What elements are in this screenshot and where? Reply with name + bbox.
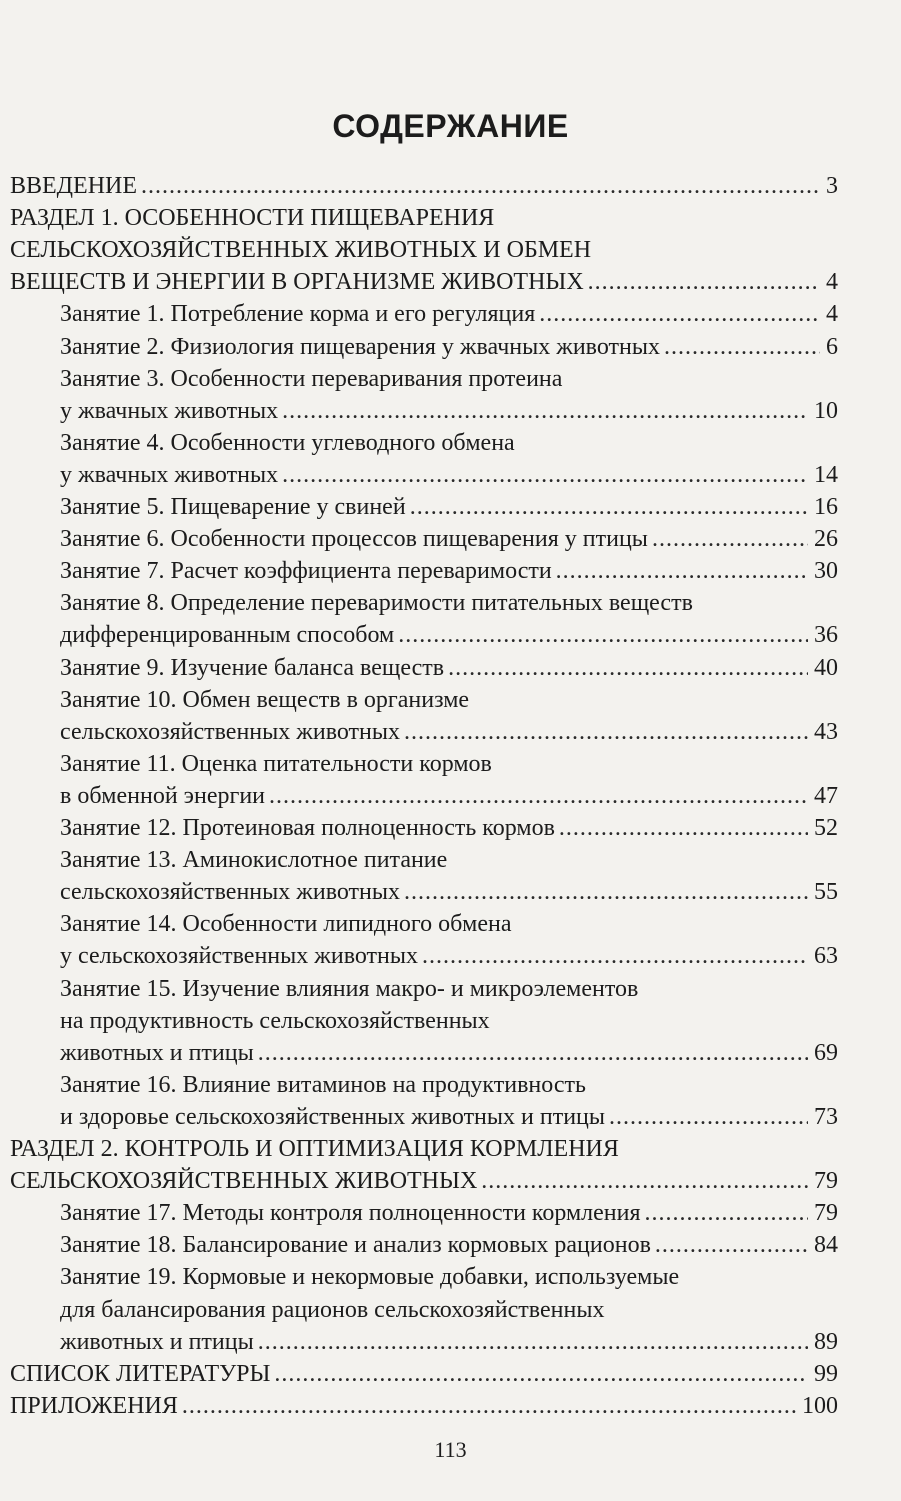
toc-page-number: 14 bbox=[814, 461, 838, 488]
toc-page-number: 43 bbox=[814, 718, 838, 745]
toc-line-content bbox=[60, 619, 838, 651]
toc-entry-line bbox=[0, 1261, 901, 1293]
toc-entry-title: Занятие 8. Определение переваримости питательных веществ bbox=[60, 590, 693, 617]
toc-page-number: 4 bbox=[826, 269, 838, 296]
toc-line-content bbox=[60, 1229, 838, 1261]
toc-dot-leader bbox=[258, 1326, 808, 1358]
toc-line-content bbox=[10, 1358, 838, 1390]
toc-entry-line bbox=[0, 684, 901, 716]
toc-page-number: 36 bbox=[814, 622, 838, 649]
page-number: 113 bbox=[434, 1437, 467, 1462]
toc-entry-title: СПИСОК ЛИТЕРАТУРЫ bbox=[10, 1360, 271, 1387]
toc-entry-line bbox=[0, 1294, 901, 1326]
toc-dot-leader bbox=[448, 652, 808, 684]
toc-line-content bbox=[60, 1101, 838, 1133]
toc-line-content bbox=[60, 331, 838, 363]
toc-dot-leader bbox=[269, 780, 808, 812]
toc-entry-line bbox=[0, 1197, 901, 1229]
toc-dot-leader bbox=[141, 170, 820, 202]
toc-entry-line bbox=[0, 652, 901, 684]
toc-entry-line bbox=[0, 1133, 901, 1165]
toc-entry-line bbox=[0, 1229, 901, 1261]
toc-entry-title: ВЕЩЕСТВ И ЭНЕРГИИ В ОРГАНИЗМЕ ЖИВОТНЫХ bbox=[10, 269, 584, 296]
toc-page-number: 47 bbox=[814, 782, 838, 809]
toc-entry-line bbox=[0, 395, 901, 427]
toc-line-content bbox=[60, 908, 511, 940]
toc-line-content bbox=[60, 716, 838, 748]
toc-entry-line bbox=[0, 716, 901, 748]
toc-line-content bbox=[60, 1069, 586, 1101]
toc-line-content bbox=[10, 1390, 838, 1422]
toc-entry-line bbox=[0, 1165, 901, 1197]
toc-dot-leader bbox=[588, 266, 820, 298]
toc-page-number: 16 bbox=[814, 494, 838, 520]
toc-line-content bbox=[60, 395, 838, 427]
toc-line-content bbox=[60, 555, 838, 587]
toc-dot-leader bbox=[282, 459, 808, 491]
toc-line-content bbox=[60, 523, 838, 555]
toc-entry-line bbox=[0, 1358, 901, 1390]
toc-entry-line bbox=[0, 1390, 901, 1422]
toc-entry-title: Занятие 7. Расчет коэффициента переваримости bbox=[60, 558, 552, 585]
toc-entry-line bbox=[0, 331, 901, 363]
toc-line-content bbox=[10, 1133, 619, 1165]
toc-dot-leader bbox=[664, 331, 820, 363]
toc-dot-leader bbox=[282, 395, 808, 427]
toc-line-content bbox=[10, 234, 591, 266]
toc-entry-line bbox=[0, 523, 901, 555]
toc-entry-title: Занятие 15. Изучение влияния макро- и микроэлементов bbox=[60, 975, 639, 1002]
toc-line-content bbox=[10, 170, 838, 202]
toc-entry-title: животных и птицы bbox=[60, 1039, 254, 1066]
toc-line-content bbox=[60, 876, 838, 908]
toc-dot-leader bbox=[404, 876, 808, 908]
toc-line-content bbox=[60, 1326, 838, 1358]
toc-dot-leader bbox=[258, 1037, 808, 1069]
toc-entry-line bbox=[0, 298, 901, 330]
toc-entry-line bbox=[0, 973, 901, 1005]
toc-entry-line bbox=[0, 1037, 901, 1069]
toc-entry-title: Занятие 16. Влияние витаминов на продуктивность bbox=[60, 1071, 586, 1098]
toc-entry-title: Занятие 19. Кормовые и некормовые добавки, используемые bbox=[60, 1264, 680, 1291]
toc-entry-title: и здоровье сельскохозяйственных животных и птицы bbox=[60, 1103, 606, 1130]
toc-entry-title: Занятие 11. Оценка питательности кормов bbox=[60, 750, 492, 777]
toc-entry-title: в обменной энергии bbox=[60, 782, 266, 809]
toc-entry-title: ВВЕДЕНИЕ bbox=[10, 173, 138, 199]
toc-entry-line bbox=[0, 1069, 901, 1101]
toc-entry-title: животных и птицы bbox=[60, 1328, 254, 1355]
toc-page-number: 79 bbox=[814, 1200, 838, 1227]
toc-entry-title: Занятие 5. Пищеварение у свиней bbox=[60, 494, 406, 520]
toc-entry-line bbox=[0, 1101, 901, 1133]
toc-entry-title: Занятие 4. Особенности углеводного обмена bbox=[60, 429, 515, 456]
toc-entry-line bbox=[0, 555, 901, 587]
toc-page-number: 4 bbox=[826, 301, 838, 328]
toc-dot-leader bbox=[652, 523, 808, 555]
toc-entry-title: Занятие 1. Потребление корма и его регуляция bbox=[60, 301, 536, 328]
toc-entry-title: у сельскохозяйственных животных bbox=[60, 943, 418, 970]
toc-page-number: 63 bbox=[814, 943, 838, 970]
toc-entry-line bbox=[0, 170, 901, 202]
toc-entry-title: для балансирования рационов сельскохозяйственных bbox=[60, 1296, 605, 1323]
toc-line-content bbox=[60, 652, 838, 684]
toc-dot-leader bbox=[274, 1358, 808, 1390]
toc-entry-title: на продуктивность сельскохозяйственных bbox=[60, 1007, 490, 1034]
toc-entry-title: Занятие 17. Методы контроля полноценности кормления bbox=[60, 1200, 641, 1227]
toc-line-content bbox=[60, 491, 838, 523]
toc-dot-leader bbox=[645, 1197, 808, 1229]
toc-entry-line bbox=[0, 363, 901, 395]
toc-entry-line bbox=[0, 491, 901, 523]
toc-entry-title: Занятие 18. Балансирование и анализ кормовых рационов bbox=[60, 1232, 651, 1259]
toc-entry-title: СЕЛЬСКОХОЗЯЙСТВЕННЫХ ЖИВОТНЫХ И ОБМЕН bbox=[10, 237, 592, 264]
toc-entry-line bbox=[0, 908, 901, 940]
toc-line-content bbox=[60, 1294, 604, 1326]
toc-page-number: 100 bbox=[802, 1392, 838, 1419]
toc-page-number: 40 bbox=[814, 654, 838, 681]
toc-line-content bbox=[60, 940, 838, 972]
toc-dot-leader bbox=[655, 1229, 808, 1261]
toc-page-number: 99 bbox=[814, 1360, 838, 1387]
toc-line-content bbox=[60, 427, 515, 459]
toc-dot-leader bbox=[481, 1165, 808, 1197]
page-title: СОДЕРЖАНИЕ bbox=[332, 108, 569, 144]
toc-page-number: 30 bbox=[814, 558, 838, 585]
toc-page-number: 73 bbox=[814, 1103, 838, 1130]
toc-entry-line bbox=[0, 587, 901, 619]
toc-entry-title: у жвачных животных bbox=[60, 397, 279, 424]
toc-line-content bbox=[10, 1165, 838, 1197]
toc-entry-title: РАЗДЕЛ 2. КОНТРОЛЬ И ОПТИМИЗАЦИЯ КОРМЛЕНИЯ bbox=[10, 1136, 619, 1162]
toc-line-content bbox=[60, 780, 838, 812]
toc-line-content bbox=[10, 266, 838, 298]
toc-page-number: 55 bbox=[814, 879, 838, 906]
toc-dot-leader bbox=[410, 491, 808, 523]
toc-entry-title: сельскохозяйственных животных bbox=[60, 879, 400, 906]
toc-line-content bbox=[60, 1005, 490, 1037]
toc-entry-line bbox=[0, 940, 901, 972]
toc-entry-line bbox=[0, 748, 901, 780]
toc-dot-leader bbox=[609, 1101, 808, 1133]
toc-page-number: 84 bbox=[814, 1232, 838, 1259]
toc-entry-title: дифференцированным способом bbox=[60, 622, 395, 649]
toc-dot-leader bbox=[559, 812, 808, 844]
toc-entry-title: Занятие 9. Изучение баланса веществ bbox=[60, 654, 445, 681]
toc-entry-line bbox=[0, 812, 901, 844]
toc-line-content bbox=[60, 684, 469, 716]
toc-dot-leader bbox=[556, 555, 808, 587]
toc-page-number: 89 bbox=[814, 1328, 838, 1355]
toc-entry-title: Занятие 13. Аминокислотное питание bbox=[60, 847, 448, 874]
toc-entry-title: Занятие 3. Особенности переваривания протеина bbox=[60, 365, 563, 392]
toc-line-content bbox=[60, 459, 838, 491]
toc-dot-leader bbox=[404, 716, 808, 748]
toc-entry-line bbox=[0, 427, 901, 459]
toc-dot-leader bbox=[182, 1390, 796, 1422]
toc-line-content bbox=[60, 587, 693, 619]
toc-line-content bbox=[60, 844, 447, 876]
toc-page-number: 26 bbox=[814, 526, 838, 553]
toc-line-content bbox=[60, 973, 638, 1005]
toc-entry-title: Занятие 6. Особенности процессов пищеварения у птицы bbox=[60, 526, 648, 553]
toc-line-content bbox=[60, 363, 562, 395]
toc-dot-leader bbox=[539, 298, 820, 330]
toc-entry-line bbox=[0, 1005, 901, 1037]
toc-line-content bbox=[60, 298, 838, 330]
toc-entry-line bbox=[0, 202, 901, 234]
toc-entry-line bbox=[0, 844, 901, 876]
toc-entry-title: Занятие 14. Особенности липидного обмена bbox=[60, 911, 512, 938]
toc-dot-leader bbox=[398, 619, 808, 651]
toc-line-content bbox=[60, 1037, 838, 1069]
toc-entry-line bbox=[0, 780, 901, 812]
toc-page-number: 79 bbox=[814, 1168, 838, 1195]
toc-entry-title: СЕЛЬСКОХОЗЯЙСТВЕННЫХ ЖИВОТНЫХ bbox=[10, 1168, 478, 1195]
toc-page-number: 3 bbox=[826, 173, 838, 199]
toc-line-content bbox=[60, 1197, 838, 1229]
toc-page-number: 69 bbox=[814, 1039, 838, 1066]
toc-entry-line bbox=[0, 266, 901, 298]
toc-entry-line bbox=[0, 234, 901, 266]
toc-page-number: 52 bbox=[814, 815, 838, 841]
toc-page-number: 6 bbox=[826, 333, 838, 360]
toc-dot-leader bbox=[422, 940, 808, 972]
toc-line-content bbox=[60, 1261, 679, 1293]
toc-line-content bbox=[60, 812, 838, 844]
toc-page-number: 10 bbox=[814, 397, 838, 424]
toc-entry-line bbox=[0, 459, 901, 491]
toc-entry-title: Занятие 10. Обмен веществ в организме bbox=[60, 686, 470, 713]
toc-entry-title: ПРИЛОЖЕНИЯ bbox=[10, 1392, 178, 1419]
toc-entry-line bbox=[0, 1326, 901, 1358]
toc-entry-line bbox=[0, 619, 901, 651]
toc-entry-title: Занятие 2. Физиология пищеварения у жвачных животных bbox=[60, 333, 660, 360]
toc-line-content bbox=[10, 202, 494, 234]
toc-entry-title: Занятие 12. Протеиновая полноценность кормов bbox=[60, 815, 555, 841]
toc-entry-title: РАЗДЕЛ 1. ОСОБЕННОСТИ ПИЩЕВАРЕНИЯ bbox=[10, 205, 495, 232]
toc-entry-line bbox=[0, 876, 901, 908]
toc-entry-title: у жвачных животных bbox=[60, 461, 279, 488]
toc-line-content bbox=[60, 748, 492, 780]
toc-entry-title: сельскохозяйственных животных bbox=[60, 718, 400, 745]
